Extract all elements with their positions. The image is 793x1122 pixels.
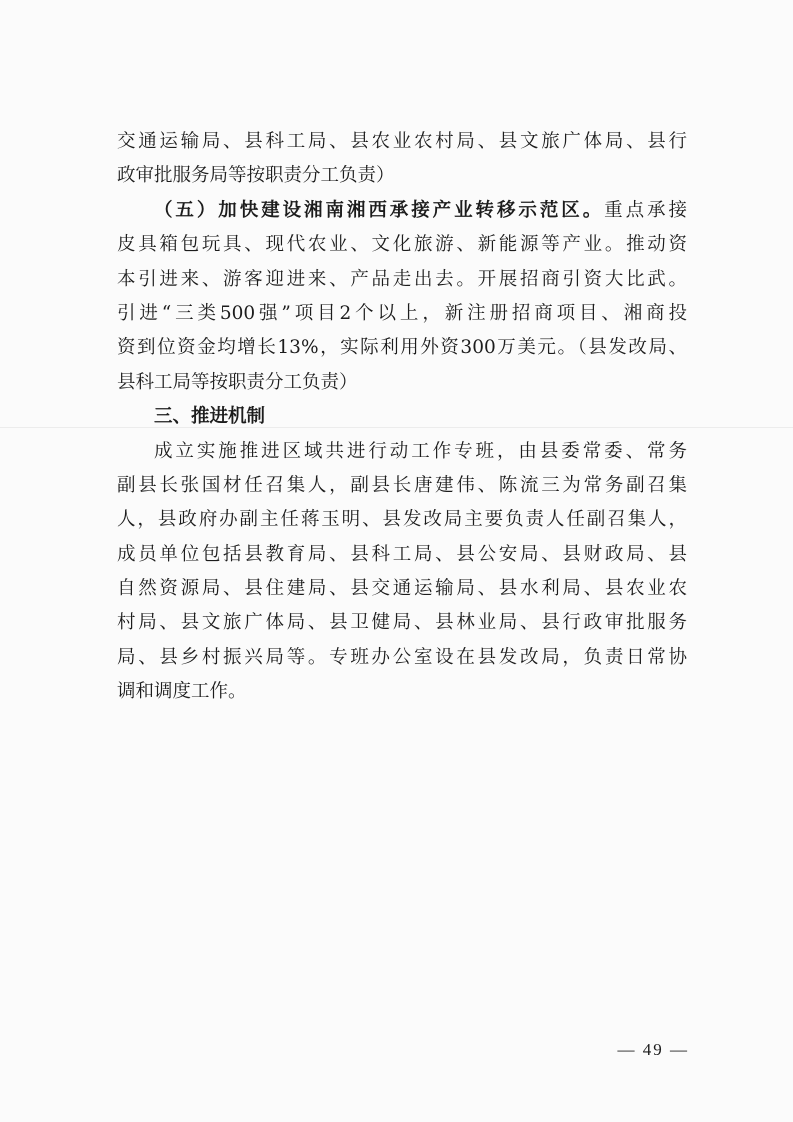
section-heading-line: [117, 194, 687, 228]
section-heading: （五）加快建设湘南湘西承接产业转移示范区。: [154, 199, 605, 221]
text-line: 副县长张国材任召集人，副县长唐建伟、陈流三为常务副召集: [117, 474, 687, 496]
text-line: 县科工局等按职责分工负责）: [117, 371, 358, 393]
text-line: 资到位资金均增长13%，实际利用外资300万美元。（县发改局、: [117, 337, 687, 359]
text-line: 皮具箱包玩具、现代农业、文化旅游、新能源等产业。推动资: [117, 234, 687, 256]
text-line: 局、县乡村振兴局等。专班办公室设在县发改局，负责日常协: [117, 646, 687, 668]
text-line: 自然资源局、县住建局、县交通运输局、县水利局、县农业农: [117, 578, 687, 600]
text-line: 成立实施推进区域共进行动工作专班，由县委常委、常务: [154, 440, 687, 462]
text-line: 交通运输局、县科工局、县农业农村局、县文旅广体局、县行: [117, 131, 687, 152]
text-line: 调和调度工作。: [117, 681, 247, 703]
text-line: 村局、县文旅广体局、县卫健局、县林业局、县行政审批服务: [117, 612, 687, 634]
text-line: 成员单位包括县教育局、县科工局、县公安局、县财政局、县: [117, 543, 687, 565]
text-line: 本引进来、游客迎进来、产品走出去。开展招商引资大比武。: [117, 268, 687, 290]
page-number: — 49 —: [617, 1040, 689, 1059]
chapter-heading: 三、推进机制: [154, 406, 266, 428]
text-line: 引进“三类500强”项目2个以上，新注册招商项目、湘商投: [117, 302, 687, 324]
body-text: [117, 125, 687, 710]
text-line: 政审批服务局等按职责分工负责）: [117, 165, 395, 187]
heading-continuation: 重点承接: [604, 199, 687, 221]
text-line: 人，县政府办副主任蒋玉明、县发改局主要负责人任副召集人，: [117, 509, 687, 531]
